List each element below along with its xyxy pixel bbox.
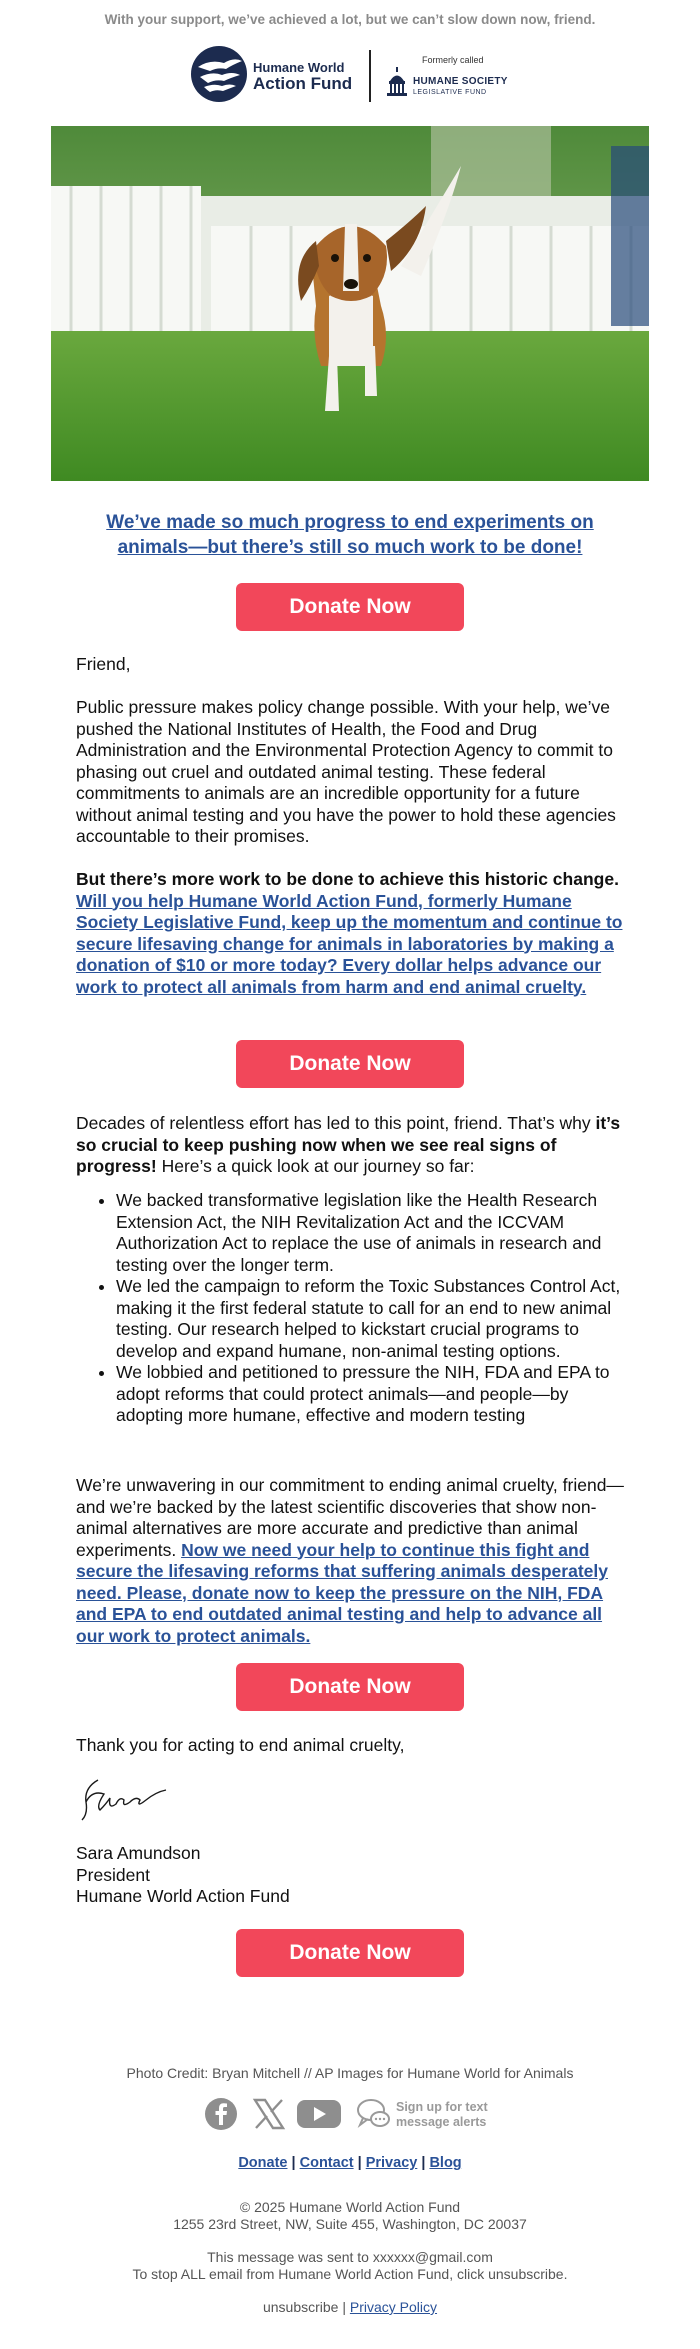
keep-pressure-link[interactable]: Now we need your help to continue this fight and secure the lifesaving reforms that suffering animals desperately need. Please, donate now to keep the pressure on the NIH, FDA and EPA to end outdated animal testing and help to advance all our work to protect animals. [76,1539,608,1646]
footer-address-block [0,2199,700,2233]
paragraph-3-lead: Decades of relentless effort has led to this point, friend. That’s why [76,1113,591,1133]
signer-title: President [76,1864,150,1885]
former-name-main: HUMANE SOCIETY [413,76,508,87]
greeting-text: Friend, [76,654,131,674]
sent-to-notice: This message was sent to xxxxxx@gmail.com [207,2249,493,2265]
thanks-text: Thank you for acting to end animal cruelty, [76,1735,405,1755]
footer-link-privacy[interactable]: Privacy [365,2155,418,2171]
signature-block [76,1843,628,1908]
social-links [204,2097,504,2133]
former-name-sub: LEGISLATIVE FUND [413,89,487,96]
paragraph-1-text: Public pressure makes policy change possible. With your help, we’ve pushed the National Institutes of Health, the Food and Drug Administration and the Environmental Protection Agency to commit to phasing out cruel and outdated animal testing. These federal commitments to animals are an incredible opportunity for a future without animal testing and you have the power to hold these agencies accountable to their promises. [76,697,616,846]
signer-name: Sara Amundson [76,1843,201,1863]
donate-button-1[interactable]: Donate Now [236,583,464,631]
sms-signup-text[interactable] [396,2100,488,2130]
sms-line1[interactable]: Sign up for text [396,2100,488,2114]
journey-item: • We led the campaign to reform the Toxic Substances Control Act, making it the first federal statute to call for an end to new animal testing. Our research helped to kickstart crucial programs to develop and expand humane, non-animal testing options. [116,1276,628,1362]
journey-item: • We lobbied and petitioned to pressure the NIH, FDA and EPA to adopt reforms that could protect animals—and people—by adopting more humane, effective and modern testing [116,1362,628,1427]
logo-line1: Humane World [253,60,345,75]
donate-button-3[interactable]: Donate Now [236,1663,464,1711]
facebook-icon[interactable] [204,2097,238,2131]
sms-alert-icon[interactable] [356,2097,392,2131]
header-logos [0,45,700,115]
logo-wordmark [253,60,352,92]
paragraph-2-text [76,869,628,998]
donate-button-2[interactable]: Donate Now [236,1040,464,1088]
donate-button-4[interactable]: Donate Now [236,1929,464,1977]
paragraph-2 [76,869,628,998]
copyright: © 2025 Humane World Action Fund [239,2199,461,2215]
sms-line2[interactable]: message alerts [396,2115,487,2129]
paragraph-1 [76,697,628,848]
formerly-called-label: Formerly called [422,55,484,65]
paragraph-4-lead: We’re unwavering in our commitment to ending animal cruelty, friend—and we’re backed by the latest scientific discoveries that show non-animal alternatives are more accurate and predictive than animal experiments. [76,1475,624,1560]
logo-divider [369,50,371,102]
x-twitter-icon[interactable] [252,2097,286,2131]
paragraph-4 [76,1475,628,1647]
paragraph-2-bold: But there’s more work to be done to achieve this historic change. [76,869,619,889]
footer-legal [0,2249,700,2283]
paragraph-3-tail: Here’s a quick look at our journey so far: [161,1156,475,1176]
hero-dog-photo [51,126,649,481]
headline[interactable] [70,510,630,560]
youtube-icon[interactable] [296,2097,342,2131]
former-name [413,76,508,98]
paragraph-3-bold: it’s so crucial to keep pushing now when we see real signs of progress! [76,1113,621,1176]
donation-ask-link[interactable]: Will you help Humane World Action Fund, formerly Humane Society Legislative Fund, keep up the momentum and continue to secure lifesaving change for animals in laboratories by making a donation of $10 or more today? Every dollar helps advance our work to protect all animals from harm and end animal cruelty. [76,890,623,997]
preheader-text: With your support, we’ve achieved a lot, but we can’t slow down now, friend. [104,12,596,27]
footer-nav: Donate | Contact | Privacy | Blog [238,2155,462,2171]
footer-link-donate[interactable]: Donate [238,2155,288,2171]
paragraph-3-text [76,1113,628,1178]
footer-link-contact[interactable]: Contact [299,2155,354,2171]
logo-line2: Action Fund [253,74,353,93]
paragraph-3 [76,1113,628,1178]
mailing-address: 1255 23rd Street, NW, Suite 455, Washington, DC 20037 [173,2216,527,2232]
journey-item: • We backed transformative legislation like the Health Research Extension Act, the NIH Revitalization Act and the ICCVAM Authorization Act to replace the use of animals in research and testing over the longer term. [116,1190,628,1276]
capitol-dome-icon [386,67,408,97]
headline-link[interactable]: We’ve made so much progress to end experiments on animals—but there’s still so much work to be done! [106,512,594,558]
photo-credit: Photo Credit: Bryan Mitchell // AP Images for Humane World for Animals [126,2065,574,2081]
paragraph-4-text [76,1475,628,1647]
footer-unsubscribe: unsubscribe | Privacy Policy [262,2299,438,2315]
unsubscribe-link[interactable]: unsubscribe [262,2299,339,2315]
privacy-policy-link[interactable]: Privacy Policy [349,2299,438,2315]
signature-image [76,1770,176,1830]
footer-link-blog[interactable]: Blog [429,2155,462,2171]
greeting [76,654,628,676]
signer-org: Humane World Action Fund [76,1886,290,1906]
thanks-line [76,1735,628,1757]
humane-world-logo-icon [190,45,248,103]
journey-list [76,1190,628,1427]
stop-email-notice: To stop ALL email from Humane World Action Fund, click unsubscribe. [132,2266,568,2282]
